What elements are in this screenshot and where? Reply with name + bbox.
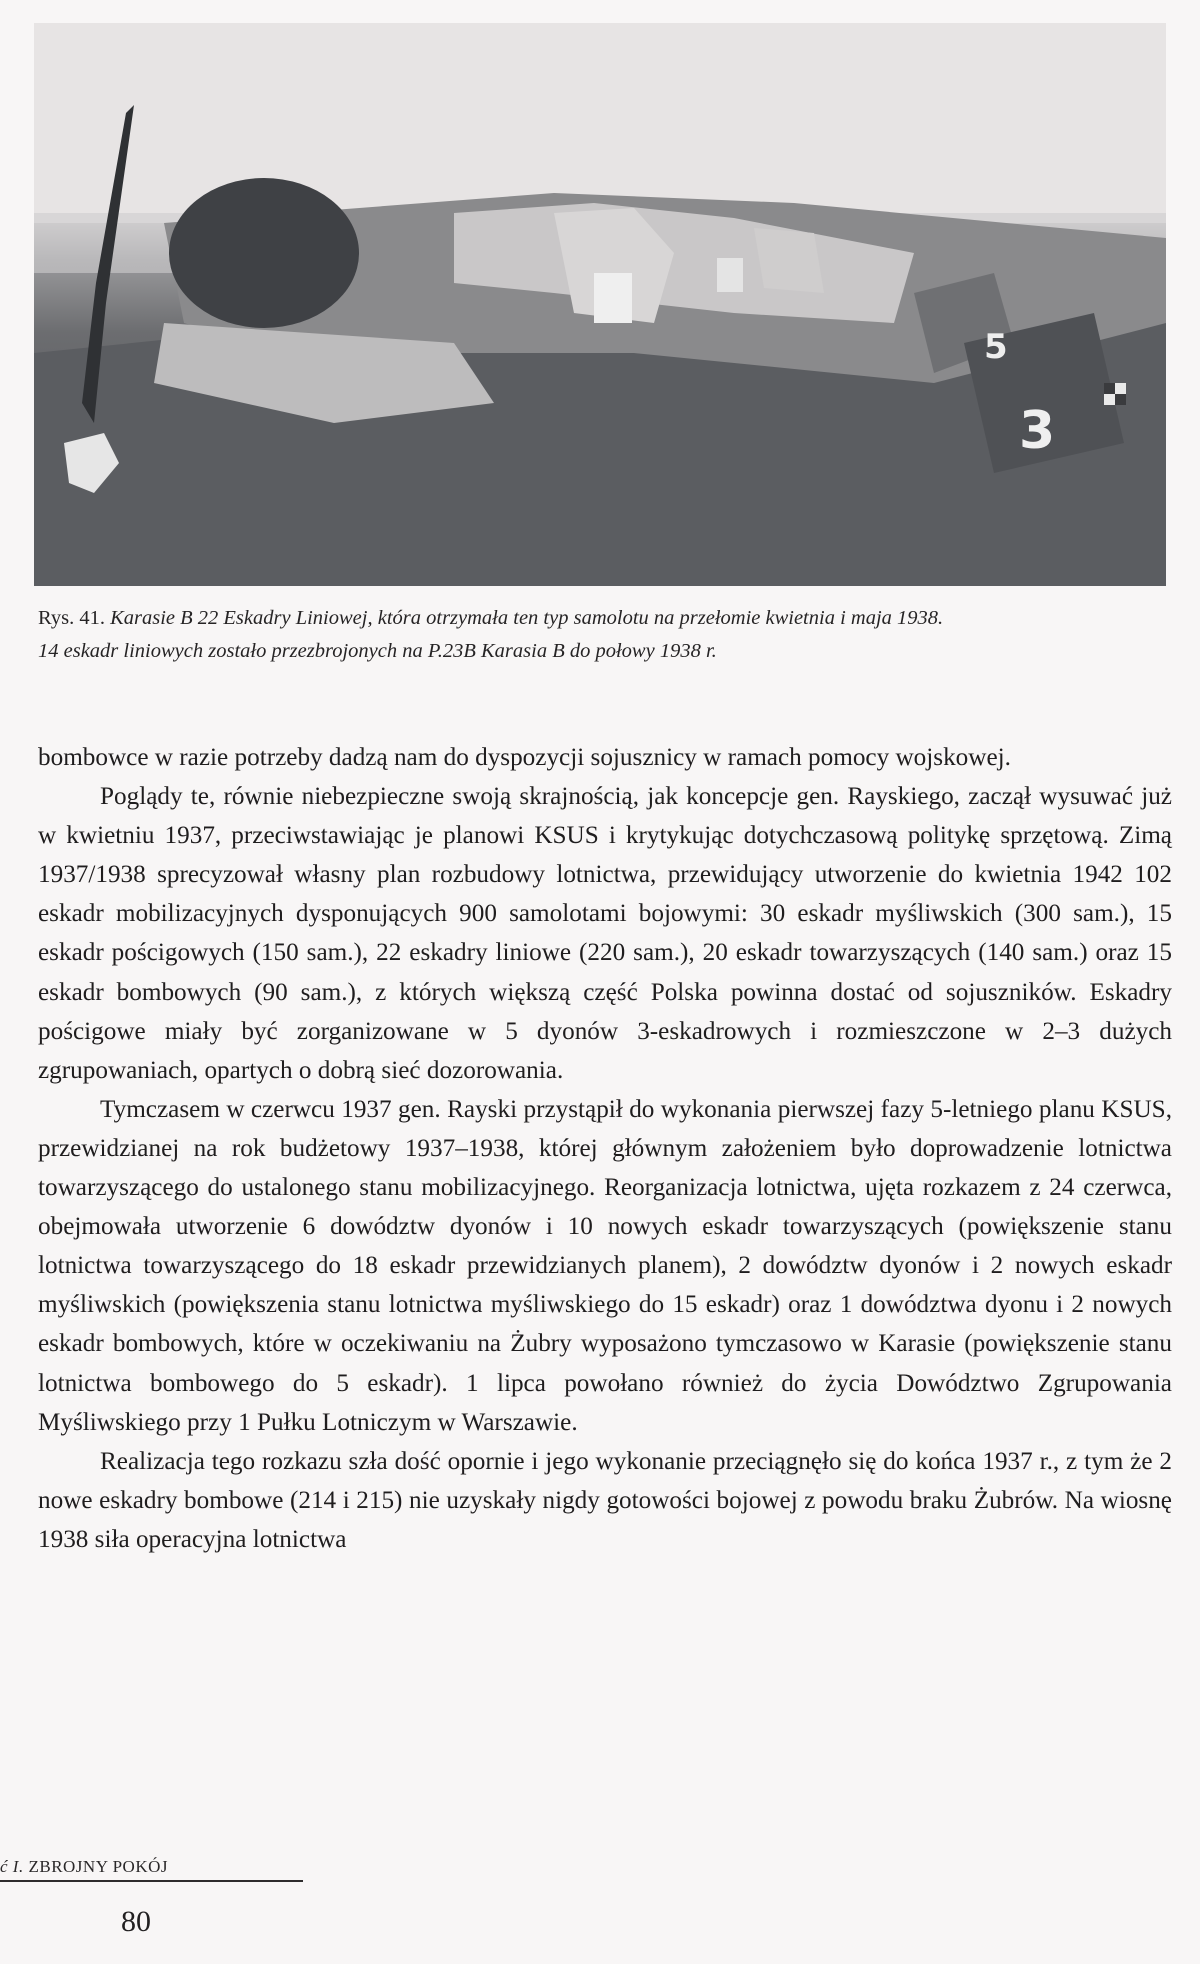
svg-text:3: 3 xyxy=(1019,401,1056,461)
paragraph-1: bombowce w razie potrzeby dadzą nam do dyspozycji sojusznicy w ramach pomocy wojskowej. xyxy=(38,744,1011,771)
figure-label: Rys. 41. xyxy=(38,607,105,629)
aircraft-lineup-illustration xyxy=(34,23,1166,586)
paragraph-4: Realizacja tego rozkazu szła dość opornie i jego wykonanie przeciągnęło się do końca 1937 r., z tym że 2 nowe eskadry bombowe (214 i 215) nie uzyskały nigdy gotowości bojowej z powodu braku Żubrów. Na wiosnę 1938 siła operacyjna lotnictwa xyxy=(38,1447,1172,1553)
running-footer xyxy=(0,1857,303,1882)
body-text xyxy=(38,738,1172,1559)
figure-caption xyxy=(38,602,1172,668)
paragraph-3: Tymczasem w czerwcu 1937 gen. Rayski przystąpił do wykonania pierwszej fazy 5-letniego planu KSUS, przewidzianej na rok budżetowy 1937–1938, której głównym założeniem było doprowadzenie lotnictwa towarzyszącego do ustalonego stanu mobilizacyjnego. Reorganizacja lotnictwa, ujęta rozkazem z 24 czerwca, obejmowała utworzenie 6 dowództw dyonów i 10 nowych eskadr towarzyszących (powiększenie stanu lotnictwa towarzyszącego do 18 eskadr przewidzianych planem), 2 dowództw dyonów i 2 nowych eskadr myśliwskich (powiększenia stanu lotnictwa myśliwskiego do 15 eskadr) oraz 1 dowództwa dyonu i 2 nowych eskadr bombowych, które w oczekiwaniu na Żubry wyposażono tymczasowo w Karasie (powiększenie stanu lotnictwa bombowego do 5 eskadr). 1 lipca powołano również do życia Dowództwo Zgrupowania Myśliwskiego przy 1 Pułku Lotniczym w Warszawie. xyxy=(38,1095,1172,1436)
caption-line-2: 14 eskadr liniowych zostało przezbrojonych na P.23B Karasia B do połowy 1938 r. xyxy=(38,640,717,662)
figure-photo xyxy=(34,23,1166,586)
paragraph-2: Poglądy te, równie niebezpieczne swoją skrajnością, jak koncepcje gen. Rayskiego, zaczął wysuwać już w kwietniu 1937, przeciwstawiając je planowi KSUS i krytykując dotychczasową politykę sprzętową. Zimą 1937/1938 sprecyzował własny plan rozbudowy lotnictwa, przewidujący utworzenie do kwietnia 1942 102 eskadr mobilizacyjnych dysponujących 900 samolotami bojowymi: 30 eskadr myśliwskich (300 sam.), 15 eskadr pościgowych (150 sam.), 22 eskadry liniowe (220 sam.), 20 eskadr towarzyszących (140 sam.) oraz 15 eskadr bombowych (90 sam.), z których większą część Polska powinna dostać od sojuszników. Eskadry pościgowe miały być zorganizowane w 5 dyonów 3-eskadrowych i rozmieszczone w 2–3 dużych zgrupowaniach, opartych o dobrą sieć dozorowania. xyxy=(38,783,1172,1084)
svg-text:5: 5 xyxy=(984,327,1008,367)
page-number: 80 xyxy=(121,1905,151,1938)
caption-line-1 xyxy=(38,602,1172,635)
part-prefix: ć I. xyxy=(0,1857,24,1876)
running-title: ZBROJNY POKÓJ xyxy=(28,1857,168,1876)
caption-text-1: Karasie B 22 Eskadry Liniowej, która otrzymała ten typ samolotu na przełomie kwietnia i maja 1938. xyxy=(110,607,944,629)
